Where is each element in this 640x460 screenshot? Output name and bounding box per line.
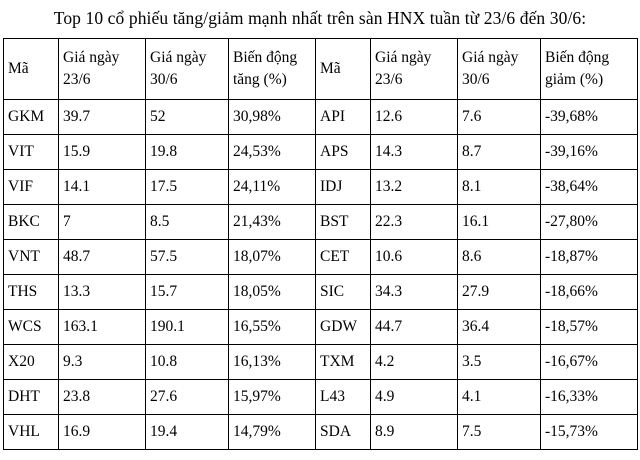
table-cell: 13.2 (371, 170, 458, 205)
table-cell: 15.7 (146, 275, 229, 310)
table-row (4, 205, 638, 240)
table-cell: 57.5 (146, 240, 229, 275)
table-cell: 8.6 (458, 240, 541, 275)
table-cell: CET (316, 240, 371, 275)
table-cell: 17.5 (146, 170, 229, 205)
table-row (4, 275, 638, 310)
table-cell: -39,16% (541, 135, 638, 170)
table-cell: GDW (316, 310, 371, 345)
header-cell-change-gain: Biến động tăng (%) (229, 39, 316, 100)
table-cell: VHL (4, 415, 59, 450)
table-cell: 163.1 (59, 310, 146, 345)
table-cell: 16.1 (458, 205, 541, 240)
table-cell: -16,67% (541, 345, 638, 380)
table-cell: 7 (59, 205, 146, 240)
table-cell: WCS (4, 310, 59, 345)
table-cell: 15.9 (59, 135, 146, 170)
table-cell: 22.3 (371, 205, 458, 240)
table-row (4, 310, 638, 345)
table-cell: 24,53% (229, 135, 316, 170)
table-cell: 27.6 (146, 380, 229, 415)
table-cell: BST (316, 205, 371, 240)
table-cell: 39.7 (59, 100, 146, 135)
stock-change-table (3, 38, 638, 450)
table-cell: TXM (316, 345, 371, 380)
table-cell: 48.7 (59, 240, 146, 275)
table-row (4, 100, 638, 135)
header-cell-price-23-6-loss: Giá ngày 23/6 (371, 39, 458, 100)
table-cell: BKC (4, 205, 59, 240)
table-row (4, 345, 638, 380)
table-cell: THS (4, 275, 59, 310)
table-cell: DHT (4, 380, 59, 415)
table-cell: VIF (4, 170, 59, 205)
table-cell: 19.4 (146, 415, 229, 450)
table-cell: 14.1 (59, 170, 146, 205)
table-cell: APS (316, 135, 371, 170)
header-cell-price-30-6-gain: Giá ngày 30/6 (146, 39, 229, 100)
table-body (4, 100, 638, 450)
table-cell: 7.6 (458, 100, 541, 135)
table-cell: L43 (316, 380, 371, 415)
table-cell: -38,64% (541, 170, 638, 205)
table-cell: X20 (4, 345, 59, 380)
table-cell: 8.1 (458, 170, 541, 205)
table-cell: API (316, 100, 371, 135)
table-cell: 7.5 (458, 415, 541, 450)
table-cell: SDA (316, 415, 371, 450)
table-cell: 12.6 (371, 100, 458, 135)
table-cell: 10.8 (146, 345, 229, 380)
table-cell: 52 (146, 100, 229, 135)
table-cell: SIC (316, 275, 371, 310)
table-cell: VIT (4, 135, 59, 170)
table-cell: 24,11% (229, 170, 316, 205)
table-row (4, 170, 638, 205)
table-cell: 36.4 (458, 310, 541, 345)
table-cell: 18,07% (229, 240, 316, 275)
table-cell: 14,79% (229, 415, 316, 450)
table-cell: 10.6 (371, 240, 458, 275)
table-cell: 16.9 (59, 415, 146, 450)
header-cell-price-23-6-gain: Giá ngày 23/6 (59, 39, 146, 100)
table-cell: 14.3 (371, 135, 458, 170)
table-cell: 21,43% (229, 205, 316, 240)
table-cell: 19.8 (146, 135, 229, 170)
header-cell-code-gain: Mã (4, 39, 59, 100)
table-cell: 16,55% (229, 310, 316, 345)
table-cell: -39,68% (541, 100, 638, 135)
header-cell-code-loss: Mã (316, 39, 371, 100)
header-cell-price-30-6-loss: Giá ngày 30/6 (458, 39, 541, 100)
table-row (4, 380, 638, 415)
table-cell: GKM (4, 100, 59, 135)
table-cell: -18,57% (541, 310, 638, 345)
table-cell: 8.7 (458, 135, 541, 170)
table-cell: 9.3 (59, 345, 146, 380)
table-cell: 34.3 (371, 275, 458, 310)
table-cell: 8.5 (146, 205, 229, 240)
table-cell: 3.5 (458, 345, 541, 380)
table-row (4, 135, 638, 170)
table-cell: VNT (4, 240, 59, 275)
table-cell: 16,13% (229, 345, 316, 380)
table-cell: 4.1 (458, 380, 541, 415)
table-cell: 18,05% (229, 275, 316, 310)
table-cell: -27,80% (541, 205, 638, 240)
table-cell: 8.9 (371, 415, 458, 450)
table-row (4, 415, 638, 450)
header-cell-change-loss: Biến động giảm (%) (541, 39, 638, 100)
table-cell: 27.9 (458, 275, 541, 310)
table-cell: -15,73% (541, 415, 638, 450)
table-cell: -16,33% (541, 380, 638, 415)
table-cell: -18,66% (541, 275, 638, 310)
table-cell: 15,97% (229, 380, 316, 415)
page-title: Top 10 cổ phiếu tăng/giảm mạnh nhất trên sàn HNX tuần từ 23/6 đến 30/6: (53, 8, 587, 28)
table-cell: 4.2 (371, 345, 458, 380)
table-cell: IDJ (316, 170, 371, 205)
table-cell: 4.9 (371, 380, 458, 415)
table-cell: 23.8 (59, 380, 146, 415)
table-row (4, 240, 638, 275)
table-cell: 44.7 (371, 310, 458, 345)
table-cell: 13.3 (59, 275, 146, 310)
table-header-row (4, 39, 638, 100)
table-cell: 30,98% (229, 100, 316, 135)
table-cell: -18,87% (541, 240, 638, 275)
table-cell: 190.1 (146, 310, 229, 345)
